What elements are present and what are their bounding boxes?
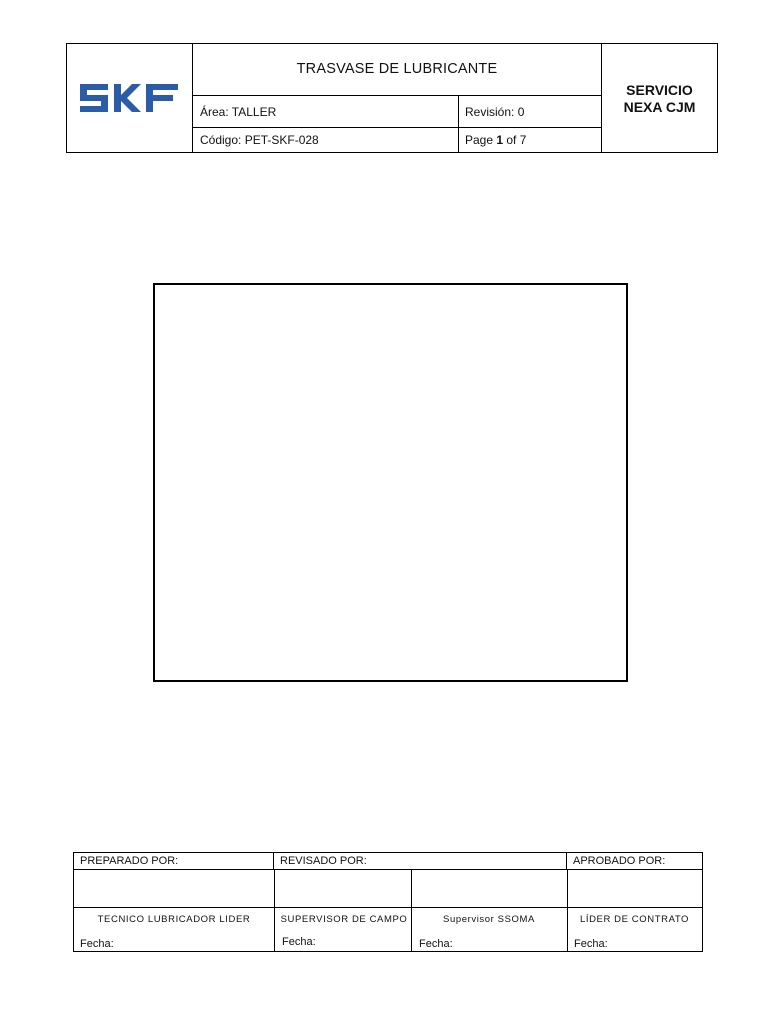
role-supervisor-campo: SUPERVISOR DE CAMPO <box>280 914 408 925</box>
page-mid: of <box>503 133 520 147</box>
page-total: 7 <box>519 133 527 147</box>
date-label: Fecha: <box>80 938 114 950</box>
date-label: Fecha: <box>282 936 316 948</box>
reviewed-by-label: REVISADO POR: <box>274 853 567 870</box>
service-line2: NEXA CJM <box>623 99 696 115</box>
revision-field: Revisión: 0 <box>465 105 525 119</box>
role-supervisor-ssoma: Supervisor SSOMA <box>443 914 535 925</box>
date-label: Fecha: <box>419 938 453 950</box>
service-label <box>601 44 717 152</box>
role-tecnico: TECNICO LUBRICADOR LIDER <box>97 914 251 925</box>
role-lider-contrato: LÍDER DE CONTRATO <box>579 914 690 925</box>
page-field <box>459 128 601 152</box>
page-current: 1 <box>496 133 504 147</box>
divider <box>274 870 275 951</box>
date-label: Fecha: <box>574 938 608 950</box>
page-prefix: Page <box>465 133 497 147</box>
header-row-code <box>193 128 601 152</box>
service-line1: SERVICIO <box>626 82 693 98</box>
document-title: TRASVASE DE LUBRICANTE <box>193 44 601 96</box>
document-header <box>66 43 718 153</box>
prepared-by-label: PREPARADO POR: <box>74 853 274 870</box>
logo-cell <box>67 44 193 152</box>
area-field: Área: TALLER <box>193 96 459 127</box>
header-row-area <box>193 96 601 128</box>
signature-table <box>73 852 703 952</box>
signature-row <box>74 870 702 908</box>
code-field: Código: PET-SKF-028 <box>193 128 459 152</box>
image-frame <box>153 283 628 682</box>
skf-logo <box>78 82 180 114</box>
approved-by-label: APROBADO POR: <box>567 853 702 870</box>
